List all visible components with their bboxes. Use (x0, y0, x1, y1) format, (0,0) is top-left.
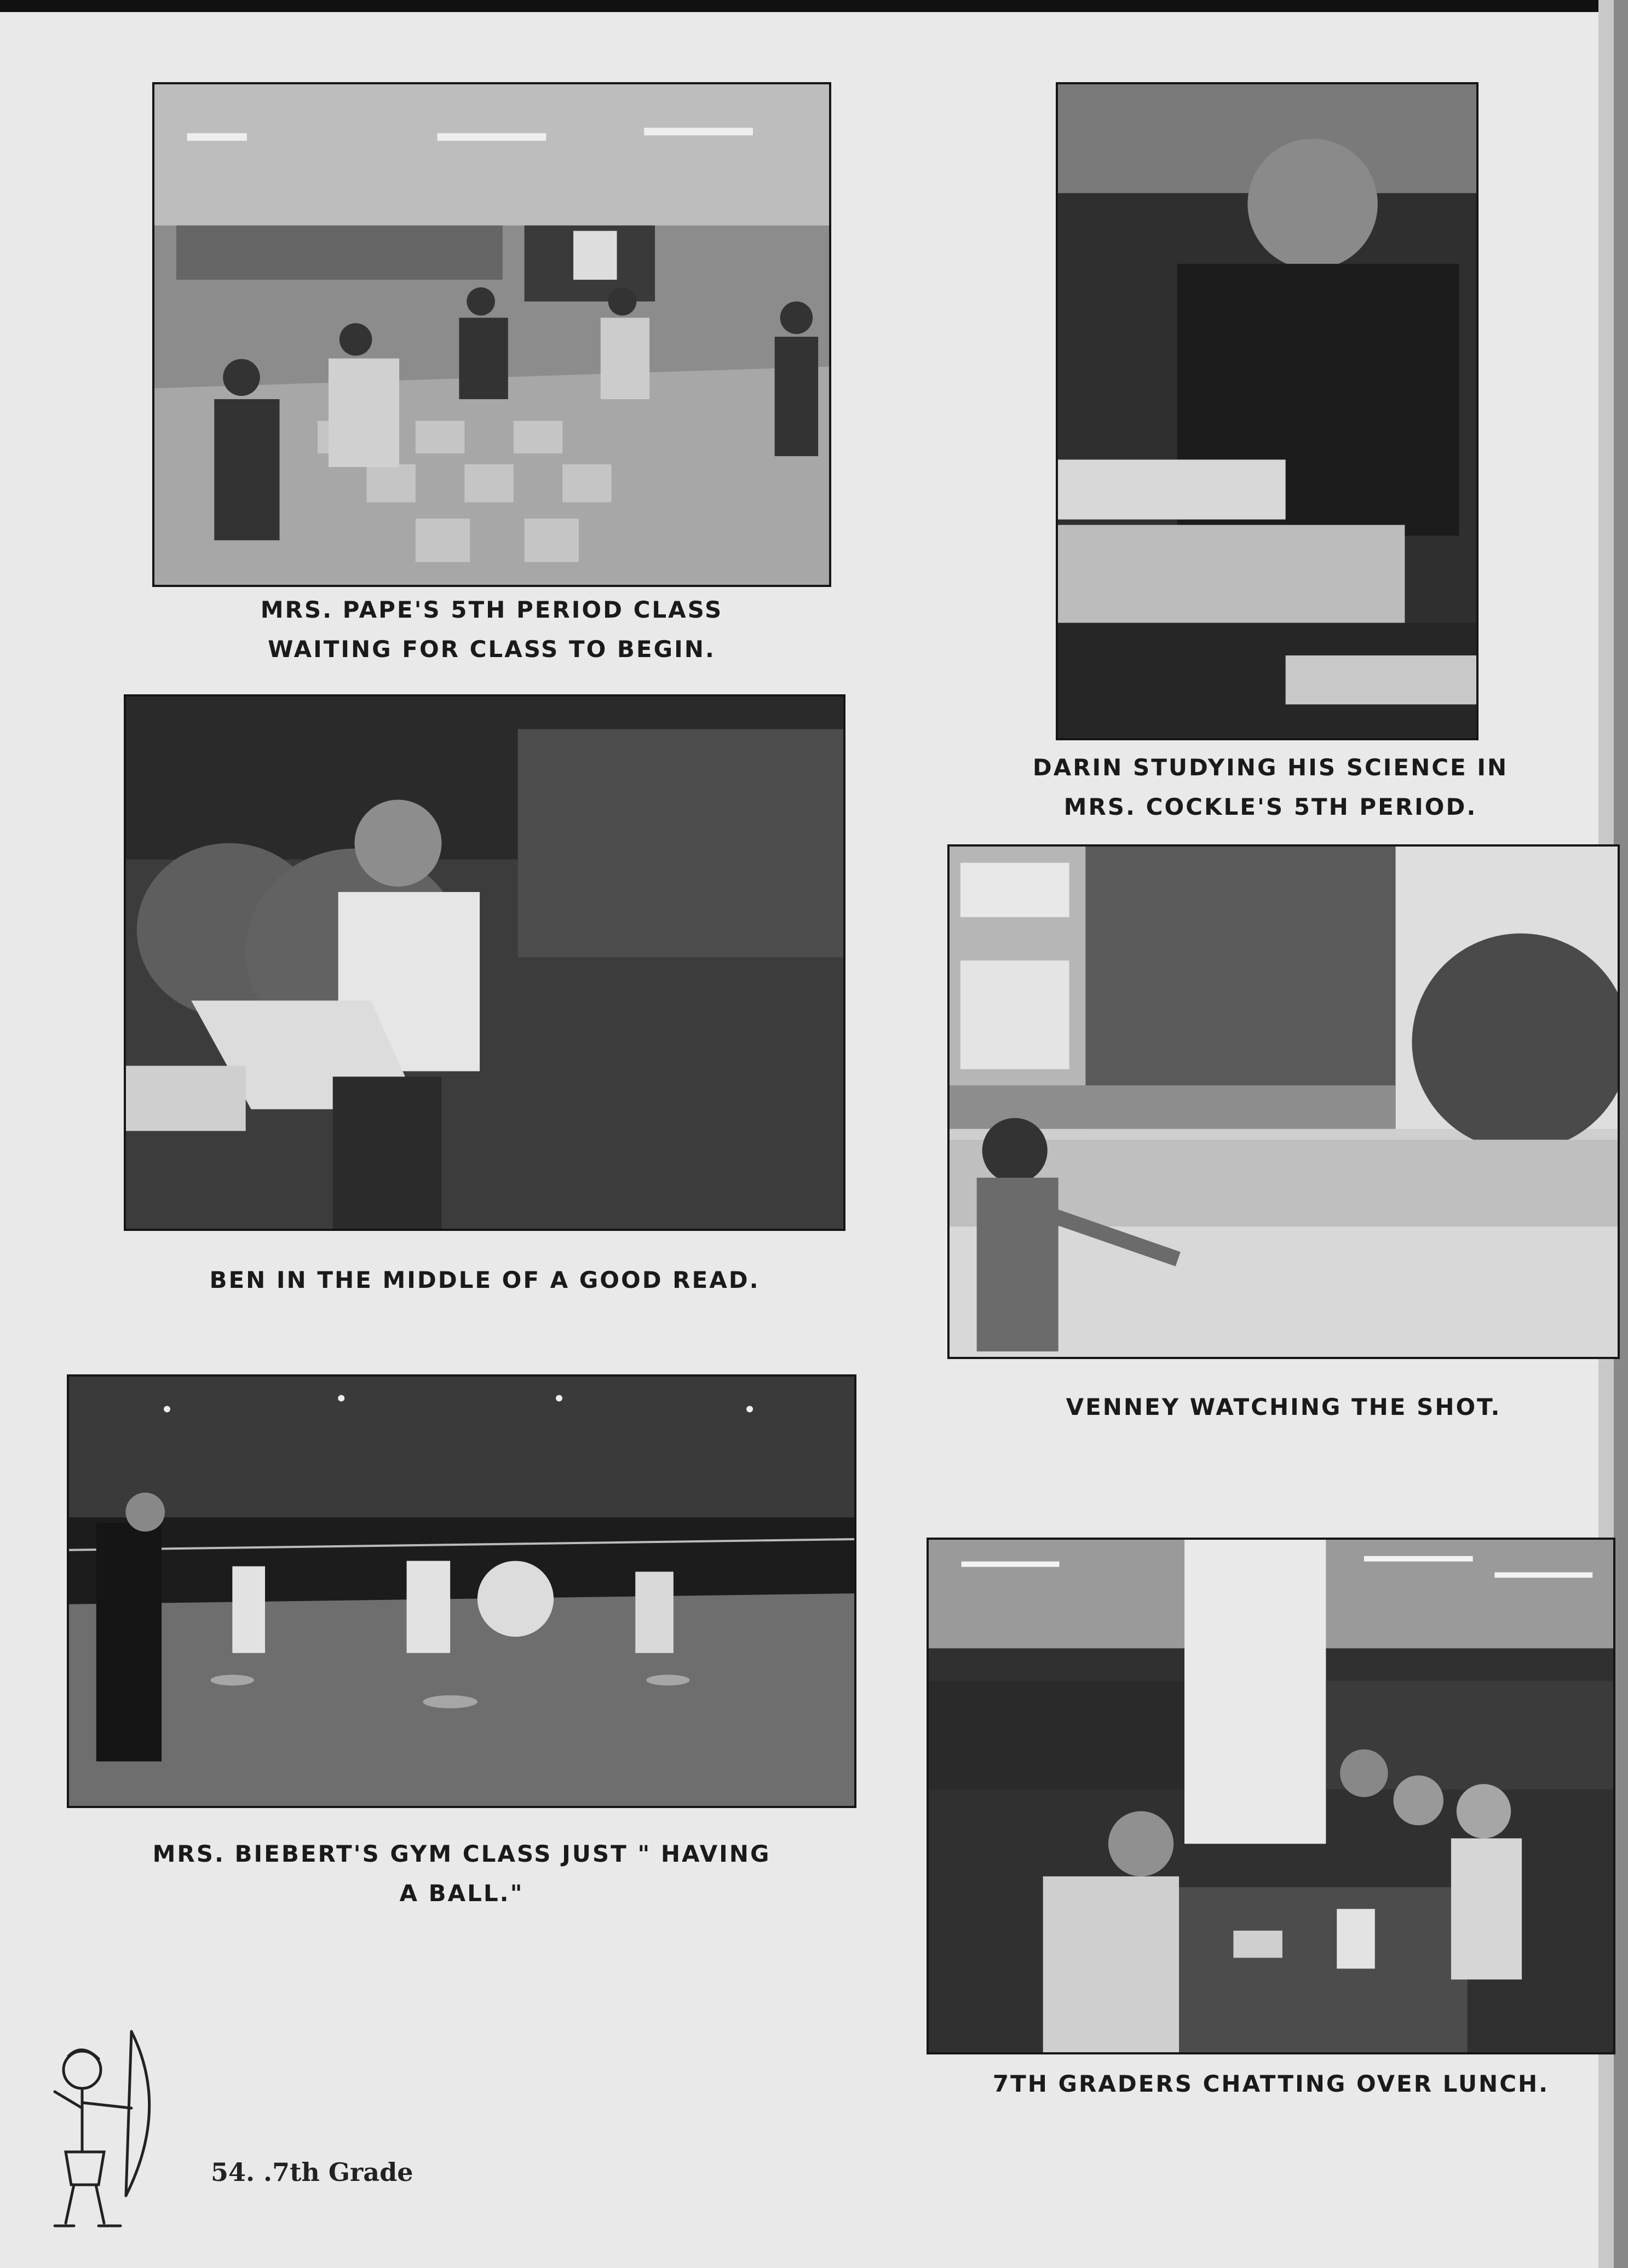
caption-ben-line: BEN IN THE MIDDLE OF A GOOD READ. (209, 1267, 760, 1293)
caption-pape-line2: WAITING FOR CLASS TO BEGIN. (268, 636, 716, 663)
caption-lunch-line: 7TH GRADERS CHATTING OVER LUNCH. (992, 2070, 1550, 2097)
gym-class-photo (67, 1374, 856, 1808)
venney-photo (947, 844, 1620, 1359)
archer-drawing-icon (22, 2021, 170, 2240)
caption-pape-class (152, 590, 831, 669)
lunch-photo (927, 1538, 1615, 2054)
top-scan-edge (0, 0, 1628, 12)
caption-venney-line: VENNEY WATCHING THE SHOT. (1066, 1394, 1502, 1420)
ben-reading-photo (124, 694, 845, 1231)
caption-lunch (927, 2064, 1615, 2104)
caption-darin-line1: DARIN STUDYING HIS SCIENCE IN (1032, 754, 1509, 781)
darin-photo (1056, 82, 1479, 740)
caption-ben (124, 1260, 845, 1300)
classroom-photo (152, 82, 831, 587)
caption-pape-line1: MRS. PAPE'S 5TH PERIOD CLASS (260, 596, 723, 623)
caption-biebert-gym (67, 1834, 856, 1913)
caption-venney (947, 1388, 1620, 1427)
page-footer: 54. .7th Grade (211, 2157, 413, 2187)
caption-darin (997, 748, 1544, 827)
caption-darin-line2: MRS. COCKLE'S 5TH PERIOD. (1063, 793, 1477, 820)
caption-biebert-line2: A BALL." (399, 1880, 524, 1907)
caption-biebert-line1: MRS. BIEBERT'S GYM CLASS JUST " HAVING (152, 1840, 771, 1867)
